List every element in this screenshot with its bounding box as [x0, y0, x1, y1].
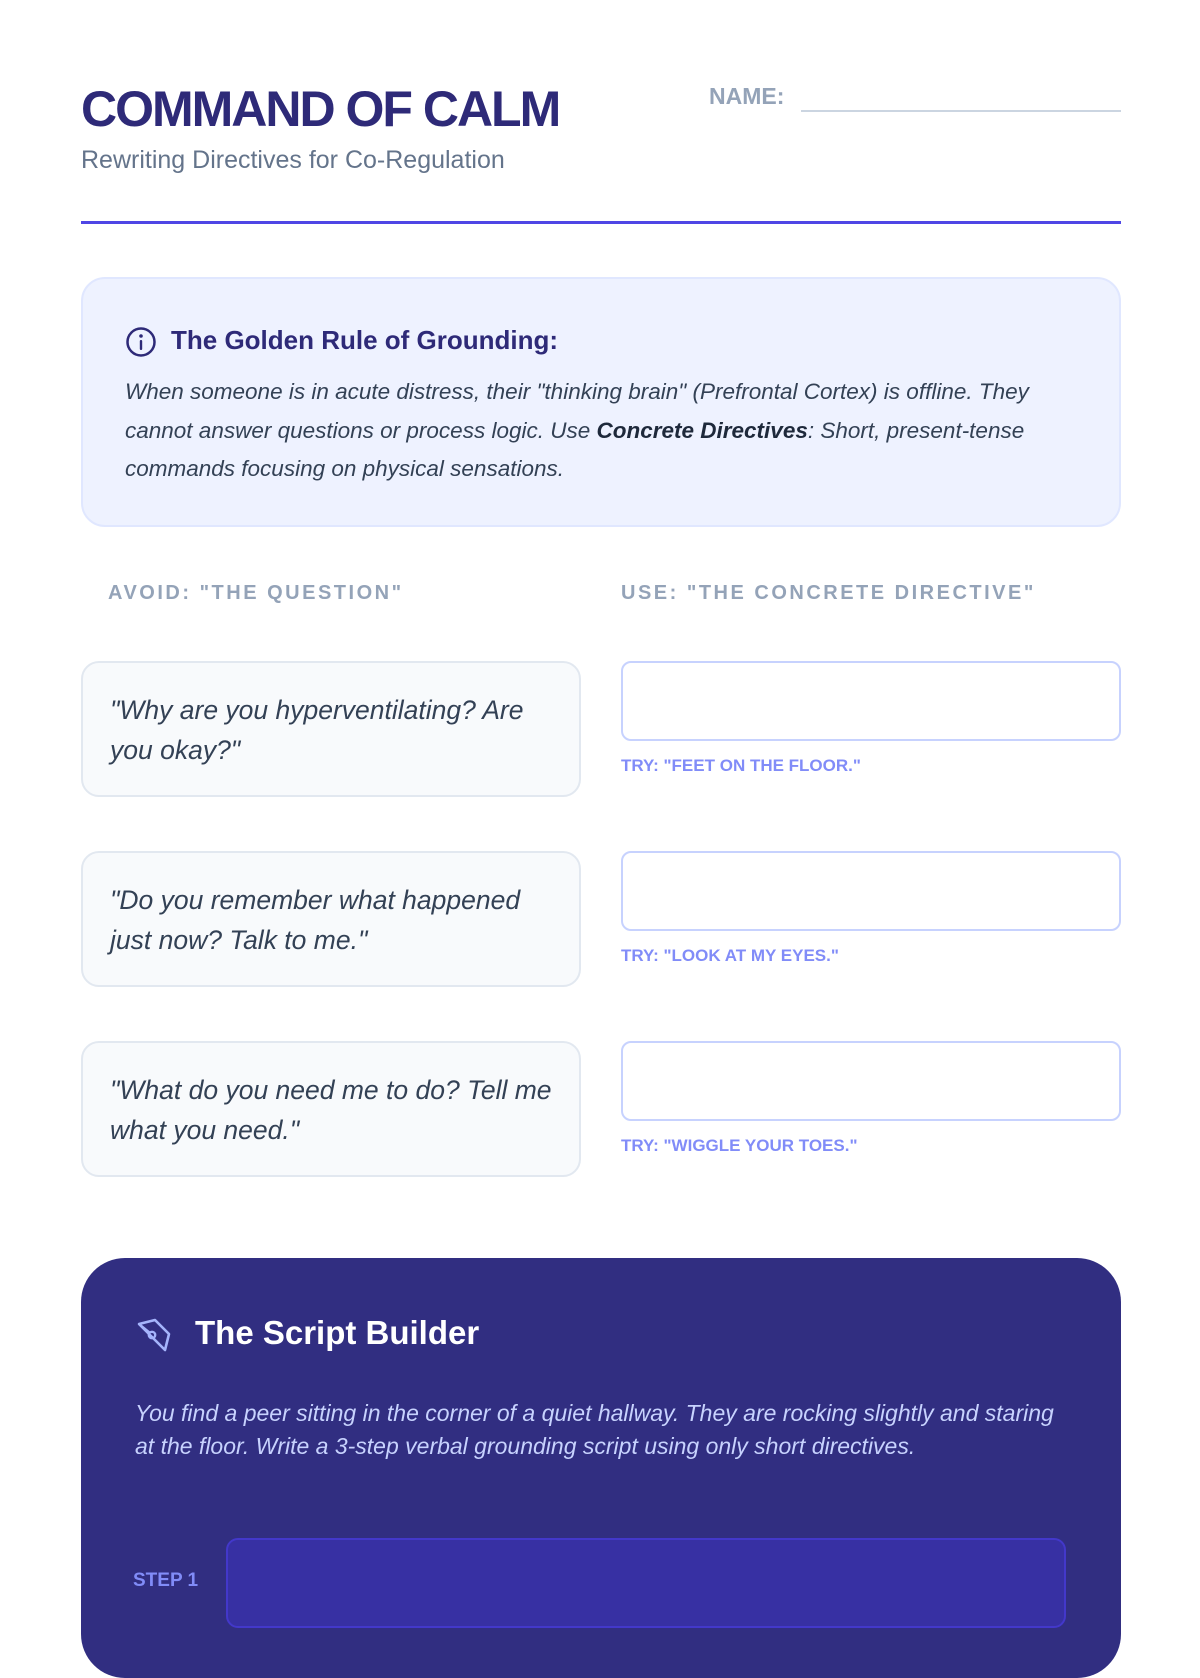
directive-input[interactable] — [621, 851, 1121, 931]
page-subtitle: Rewriting Directives for Co-Regulation — [81, 146, 505, 174]
directive-input[interactable] — [621, 661, 1121, 741]
golden-rule-callout — [81, 277, 1121, 527]
question-card: "Why are you hyperventilating? Are you okay?" — [81, 661, 581, 797]
step-1-input[interactable] — [226, 1538, 1066, 1628]
directive-input[interactable] — [621, 1041, 1121, 1121]
name-label: NAME: — [709, 83, 785, 109]
directive-hint: TRY: "WIGGLE YOUR TOES." — [621, 1136, 858, 1155]
avoid-column-header: AVOID: "THE QUESTION" — [108, 582, 404, 604]
worksheet-header — [81, 0, 1121, 224]
use-column-header: USE: "THE CONCRETE DIRECTIVE" — [621, 582, 1036, 604]
pen-nib-icon — [133, 1316, 173, 1356]
script-builder-title: The Script Builder — [195, 1314, 480, 1351]
golden-rule-body — [125, 373, 1085, 489]
golden-rule-body-start: When someone is in acute distress, their "thinking brain" (Prefrontal Cortex) is offline. They cannot answer questions or process logic. Use — [125, 379, 1029, 443]
page-title: COMMAND OF CALM — [81, 81, 560, 137]
directive-hint: TRY: "LOOK AT MY EYES." — [621, 946, 839, 965]
name-field-line[interactable] — [801, 110, 1121, 112]
golden-rule-body-end: : Short, present-tense commands focusing on physical sensations. — [125, 417, 1025, 481]
directive-hint: TRY: "FEET ON THE FLOOR." — [621, 756, 861, 775]
script-builder-prompt: You find a peer sitting in the corner of a quiet hallway. They are rocking slightly and staring at the floor. Write a 3-step verbal grounding script using only short directives. — [135, 1400, 1054, 1459]
step-label: STEP 1 — [133, 1570, 199, 1591]
question-card: "What do you need me to do? Tell me what you need." — [81, 1041, 581, 1177]
question-card: "Do you remember what happened just now? Talk to me." — [81, 851, 581, 987]
golden-rule-heading: The Golden Rule of Grounding: — [171, 325, 559, 355]
info-circle-icon — [125, 326, 157, 358]
golden-rule-emphasis: Concrete Directives — [596, 417, 808, 443]
script-builder-panel — [81, 1258, 1121, 1678]
